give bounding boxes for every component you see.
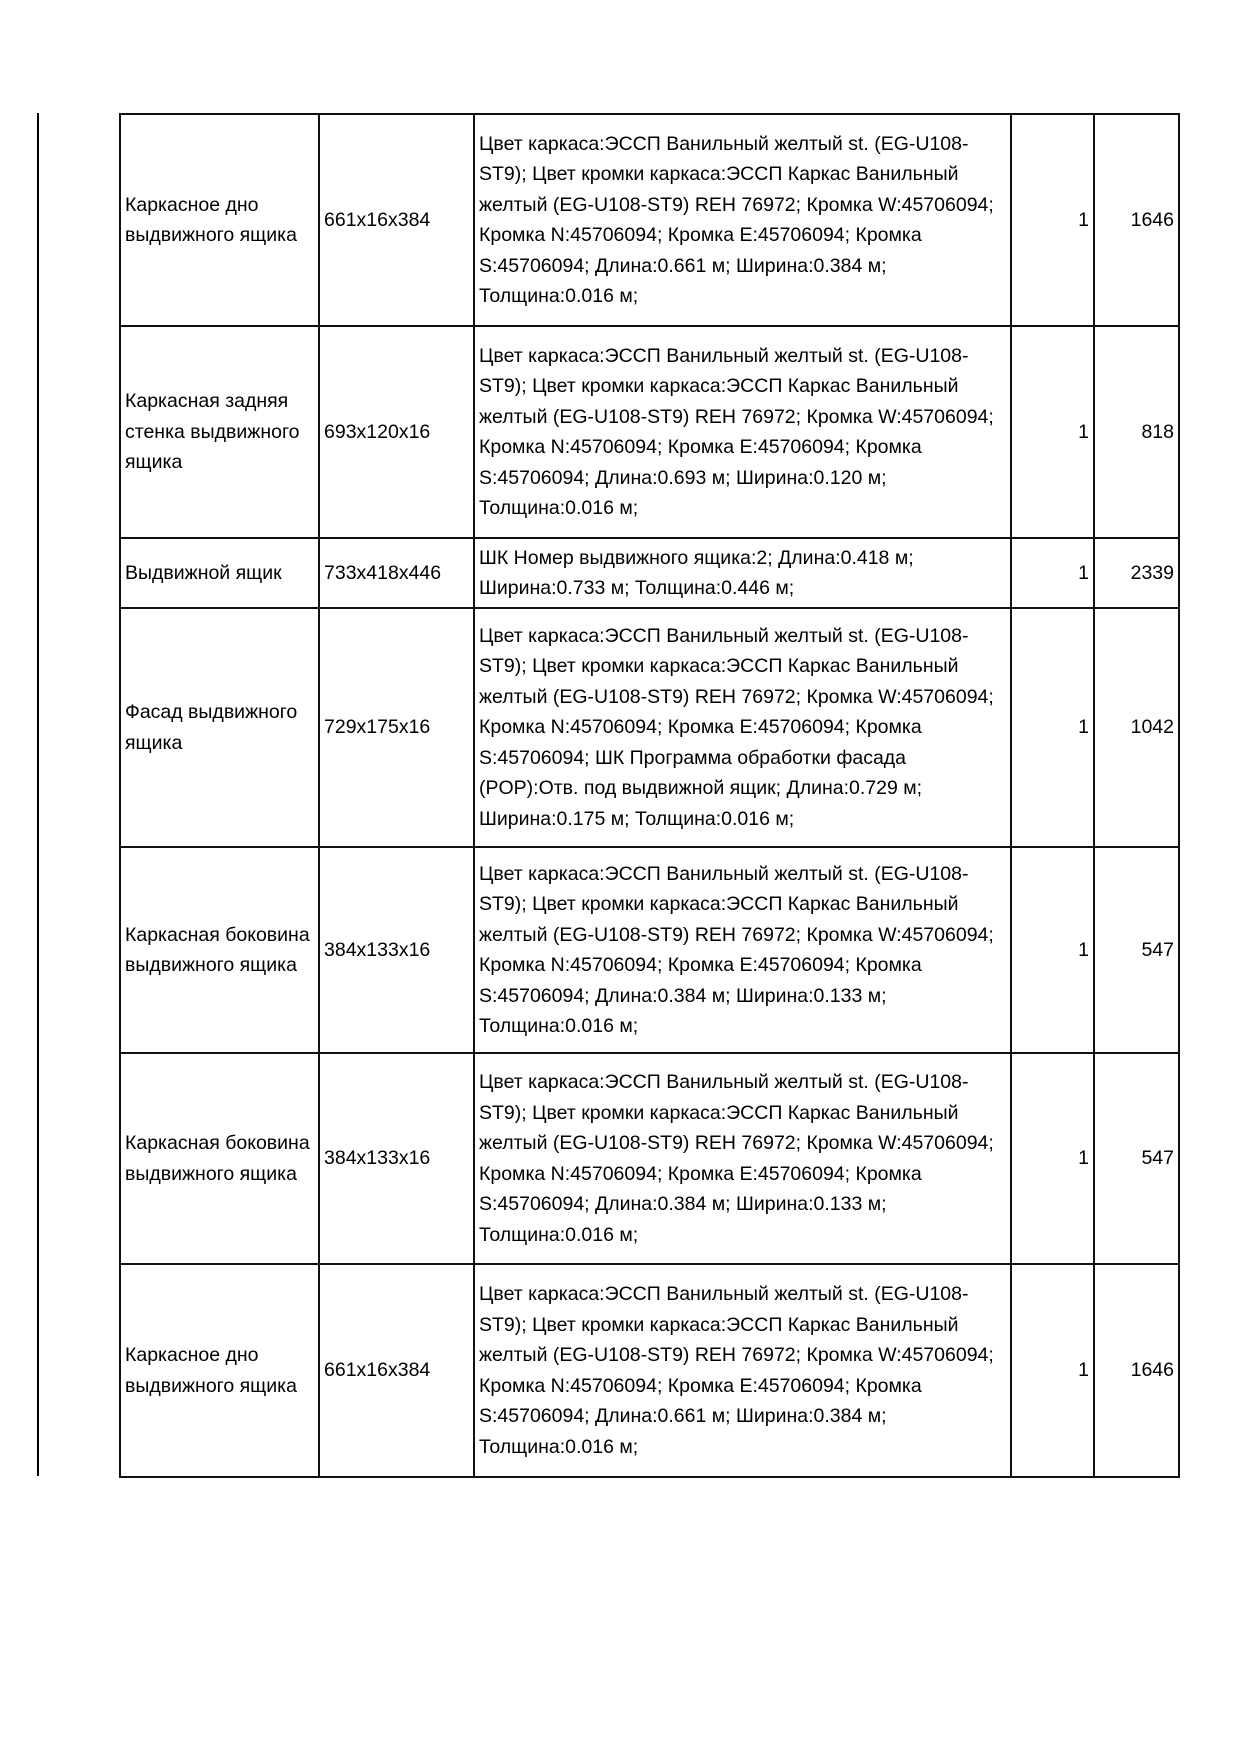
page-margin-line (37, 113, 39, 1476)
part-price: 1646 (1094, 1264, 1179, 1477)
part-name: Каркасная задняя стенка выдвижного ящика (120, 326, 319, 538)
part-price: 1646 (1094, 114, 1179, 326)
table-row (120, 114, 1179, 326)
table-row (120, 847, 1179, 1053)
part-qty: 1 (1011, 114, 1094, 326)
part-description: Цвет каркаса:ЭССП Ванильный желтый st. (EG-U108-ST9); Цвет кромки каркаса:ЭССП Каркас Ванильный желтый (EG-U108-ST9) REH 76972; Кромка W:45706094; Кромка N:45706094; Кромка E:45706094; Кромка S:45706094; ШК Программа обработки фасада (POP):Отв. под выдвижной ящик; Длина:0.729 м; Ширина:0.175 м; Толщина:0.016 м; (474, 608, 1011, 847)
part-name: Каркасная боковина выдвижного ящика (120, 1053, 319, 1264)
part-name: Выдвижной ящик (120, 538, 319, 608)
part-name: Каркасная боковина выдвижного ящика (120, 847, 319, 1053)
part-name: Фасад выдвижного ящика (120, 608, 319, 847)
parts-table (119, 113, 1180, 1478)
part-size: 693x120x16 (319, 326, 474, 538)
part-price: 547 (1094, 847, 1179, 1053)
part-description: ШК Номер выдвижного ящика:2; Длина:0.418 м; Ширина:0.733 м; Толщина:0.446 м; (474, 538, 1011, 608)
part-name: Каркасное дно выдвижного ящика (120, 114, 319, 326)
table-row (120, 326, 1179, 538)
part-size: 733x418x446 (319, 538, 474, 608)
part-price: 1042 (1094, 608, 1179, 847)
part-price: 818 (1094, 326, 1179, 538)
part-description: Цвет каркаса:ЭССП Ванильный желтый st. (EG-U108-ST9); Цвет кромки каркаса:ЭССП Каркас Ванильный желтый (EG-U108-ST9) REH 76972; Кромка W:45706094; Кромка N:45706094; Кромка E:45706094; Кромка S:45706094; Длина:0.693 м; Ширина:0.120 м; Толщина:0.016 м; (474, 326, 1011, 538)
part-description: Цвет каркаса:ЭССП Ванильный желтый st. (EG-U108-ST9); Цвет кромки каркаса:ЭССП Каркас Ванильный желтый (EG-U108-ST9) REH 76972; Кромка W:45706094; Кромка N:45706094; Кромка E:45706094; Кромка S:45706094; Длина:0.384 м; Ширина:0.133 м; Толщина:0.016 м; (474, 1053, 1011, 1264)
part-qty: 1 (1011, 1264, 1094, 1477)
part-qty: 1 (1011, 847, 1094, 1053)
part-price: 547 (1094, 1053, 1179, 1264)
part-size: 729x175x16 (319, 608, 474, 847)
table-row (120, 608, 1179, 847)
part-qty: 1 (1011, 326, 1094, 538)
table-row (120, 538, 1179, 608)
part-size: 384x133x16 (319, 847, 474, 1053)
part-qty: 1 (1011, 538, 1094, 608)
part-description: Цвет каркаса:ЭССП Ванильный желтый st. (EG-U108-ST9); Цвет кромки каркаса:ЭССП Каркас Ванильный желтый (EG-U108-ST9) REH 76972; Кромка W:45706094; Кромка N:45706094; Кромка E:45706094; Кромка S:45706094; Длина:0.661 м; Ширина:0.384 м; Толщина:0.016 м; (474, 114, 1011, 326)
part-qty: 1 (1011, 1053, 1094, 1264)
table-row (120, 1053, 1179, 1264)
part-size: 661x16x384 (319, 114, 474, 326)
part-price: 2339 (1094, 538, 1179, 608)
part-description: Цвет каркаса:ЭССП Ванильный желтый st. (EG-U108-ST9); Цвет кромки каркаса:ЭССП Каркас Ванильный желтый (EG-U108-ST9) REH 76972; Кромка W:45706094; Кромка N:45706094; Кромка E:45706094; Кромка S:45706094; Длина:0.661 м; Ширина:0.384 м; Толщина:0.016 м; (474, 1264, 1011, 1477)
table-row (120, 1264, 1179, 1477)
part-name: Каркасное дно выдвижного ящика (120, 1264, 319, 1477)
part-qty: 1 (1011, 608, 1094, 847)
part-size: 384x133x16 (319, 1053, 474, 1264)
part-size: 661x16x384 (319, 1264, 474, 1477)
part-description: Цвет каркаса:ЭССП Ванильный желтый st. (EG-U108-ST9); Цвет кромки каркаса:ЭССП Каркас Ванильный желтый (EG-U108-ST9) REH 76972; Кромка W:45706094; Кромка N:45706094; Кромка E:45706094; Кромка S:45706094; Длина:0.384 м; Ширина:0.133 м; Толщина:0.016 м; (474, 847, 1011, 1053)
